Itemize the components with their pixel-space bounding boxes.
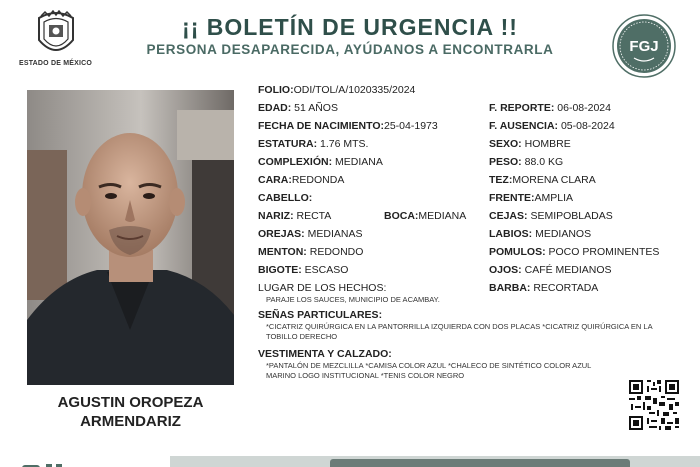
senas-line1: *CICATRIZ QUIRÚRGICA EN LA PANTORRILLA IZQUIERDA CON DOS PLACAS *CICATRIZ QUIRÚRGICA EN LA: [266, 322, 653, 331]
field-sexo: SEXO: HOMBRE: [489, 138, 571, 150]
field-complexion: COMPLEXIÓN: MEDIANA: [258, 156, 383, 168]
field-ojos: OJOS: CAFÉ MEDIANOS: [489, 264, 612, 276]
field-cara: CARA:REDONDA: [258, 174, 345, 186]
qr-code-icon: [627, 378, 681, 432]
field-cabello: CABELLO:: [258, 192, 313, 204]
field-folio: FOLIO:ODI/TOL/A/1020335/2024: [258, 84, 416, 96]
person-name-line2: ARMENDARIZ: [80, 413, 181, 430]
fgj-logo-text: FGJ: [629, 38, 659, 55]
field-boca: BOCA:MEDIANA: [384, 210, 467, 222]
field-bigote: BIGOTE: ESCASO: [258, 264, 349, 276]
fgj-seal-icon: [612, 14, 676, 78]
footer-bar: [330, 459, 630, 467]
field-lugar-hechos-label: LUGAR DE LOS HECHOS:: [258, 282, 387, 294]
vestimenta-line1: *PANTALÓN DE MEZCLILLA *CAMISA COLOR AZUL *CHALECO DE SINTÉTICO COLOR AZUL: [266, 361, 592, 370]
field-lugar-hechos-value: PARAJE LOS SAUCES, MUNICIPIO DE ACAMBAY.: [266, 295, 440, 304]
vestimenta-label: VESTIMENTA Y CALZADO:: [258, 348, 392, 360]
bulletin-title: ¡¡ BOLETÍN DE URGENCIA !!: [182, 14, 518, 40]
field-tez: TEZ:MORENA CLARA: [489, 174, 596, 186]
vestimenta-line2: MARINO LOGO INSTITUCIONAL *TENIS COLOR NEGRO: [266, 371, 465, 380]
person-photo: [27, 90, 234, 385]
fgj-logo: [612, 14, 676, 78]
field-pomulos: POMULOS: POCO PROMINENTES: [489, 246, 660, 258]
person-name: [27, 393, 234, 431]
field-f-reporte: F. REPORTE: 06-08-2024: [489, 102, 611, 114]
field-cejas: CEJAS: SEMIPOBLADAS: [489, 210, 613, 222]
field-labios: LABIOS: MEDIANOS: [489, 228, 592, 240]
field-peso: PESO: 88.0 KG: [489, 156, 564, 168]
footer-logo-fragment: [22, 458, 102, 467]
field-f-ausencia: F. AUSENCIA: 05-08-2024: [489, 120, 615, 132]
field-frente: FRENTE:AMPLIA: [489, 192, 574, 204]
field-estatura: ESTATURA: 1.76 MTS.: [258, 138, 369, 150]
field-menton: MENTON: REDONDO: [258, 246, 364, 258]
field-barba: BARBA: RECORTADA: [489, 282, 599, 294]
field-edad: EDAD: 51 AÑOS: [258, 102, 338, 114]
person-name-line1: AGUSTIN OROPEZA: [57, 394, 204, 411]
field-nariz: NARIZ: RECTA: [258, 210, 332, 222]
field-orejas: OREJAS: MEDIANAS: [258, 228, 363, 240]
state-label: ESTADO DE MÉXICO: [18, 60, 93, 67]
bulletin-subtitle: PERSONA DESAPARECIDA, AYÚDANOS A ENCONTRARLA: [146, 42, 554, 57]
senas-line2: TOBILLO DERECHO: [266, 332, 338, 341]
senas-label: SEÑAS PARTICULARES:: [258, 309, 383, 321]
field-fecha-nacimiento: FECHA DE NACIMIENTO:25-04-1973: [258, 120, 438, 132]
